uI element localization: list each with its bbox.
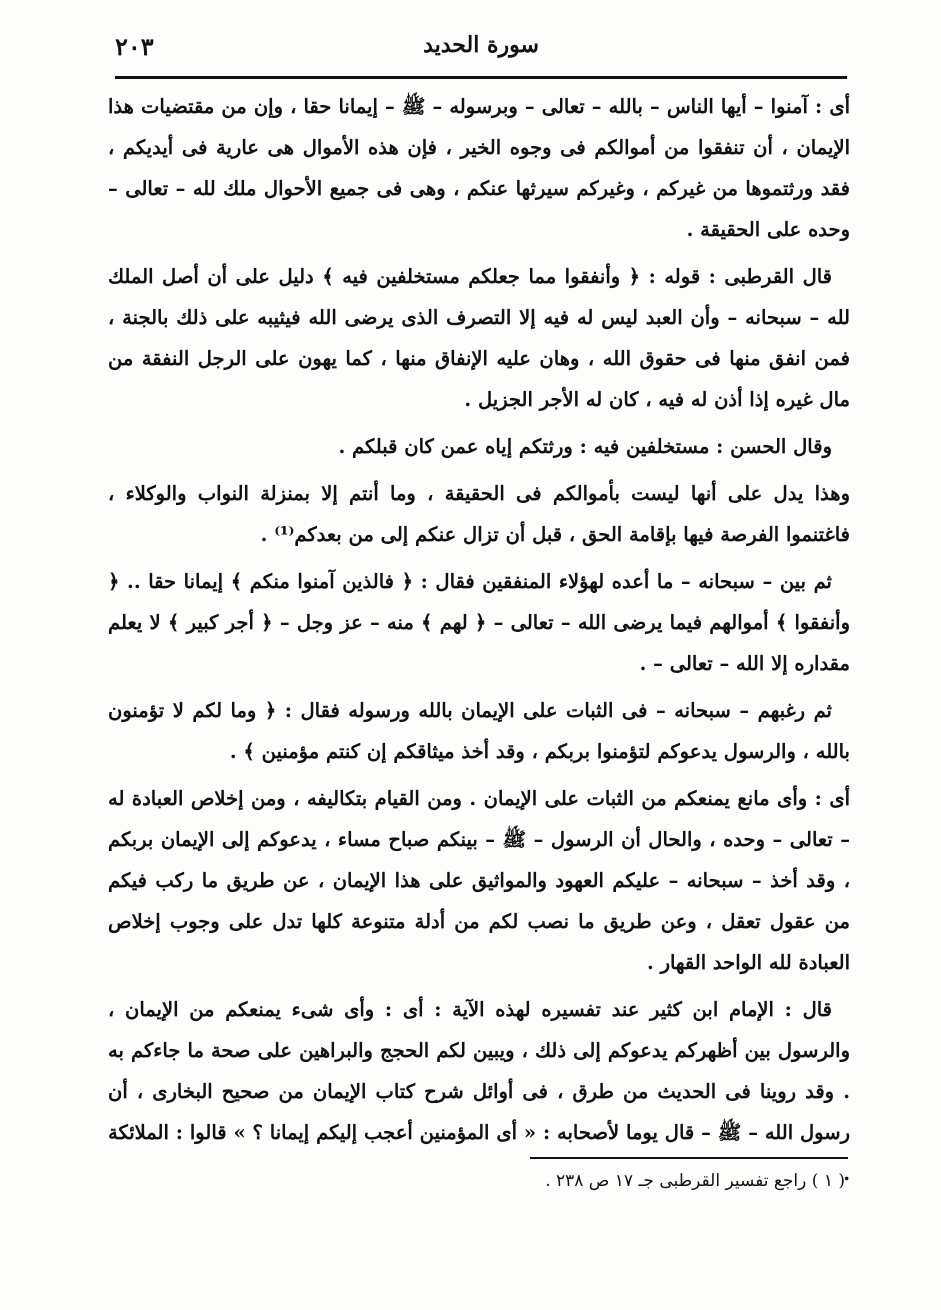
page-header xyxy=(115,28,847,68)
page-number: ٢٠٣ xyxy=(115,32,154,61)
paragraph: أى : وأى مانع يمنعكم من الثبات على الإيمان . ومن القيام بتكاليفه ، ومن إخلاص العبادة له – تعالى – وحده ، والحال أن الرسول – ﷺ – بينكم صباح مساء ، يدعوكم إلى الإيمان بربكم ، وقد أخذ – سبحانه – عليكم العهود والمواثيق على هذا الإيمان ، عن طريق ما ركب فيكم من عقول تعقل ، وعن طريق ما نصب لكم من أدلة متنوعة كلها تدل على وجوب إخلاص العبادة لله الواحد القهار . xyxy=(108,787,850,974)
paragraph: أى : آمنوا – أيها الناس – بالله – تعالى – وبرسوله – ﷺ – إيمانا حقا ، وإن من مقتضيات هذا الإيمان ، أن تنفقوا من أموالكم فى وجوه الخير ، فإن هذه الأموال هى عارية فى أيديكم ، فقد ورثتموها من غيركم ، وغيركم سيرثها عنكم ، وهى فى جميع الأحوال ملك لله – تعالى – وحده على الحقيقة . xyxy=(108,95,850,241)
paragraph: قال : الإمام ابن كثير عند تفسيره لهذه الآية : أى : وأى شىء يمنعكم من الإيمان ، والرسول بين أظهركم يدعوكم إلى ذلك ، ويبين لكم الحجج والبراهين على صحة ما جاءكم به . وقد روينا فى الحديث من طرق ، فى أوائل شرح كتاب الإيمان من صحيح البخارى ، أن رسول الله – ﷺ – قال يوما لأصحابه : « أى المؤمنين أعجب إليكم إيمانا ؟ » قالوا : الملائكة . xyxy=(108,998,850,1185)
paragraph: قال القرطبى : قوله : ﴿ وأنفقوا مما جعلكم مستخلفين فيه ﴾ دليل على أن أصل الملك لله – سبحانه – وأن العبد ليس له فيه إلا التصرف الذى يرضى الله فيثيبه على ذلك بالجنة ، فمن انفق منها فى حقوق الله ، وهان عليه الإنفاق منها ، كما يهون على الرجل النفقة من مال غيره إذا أذن له فيه ، كان له الأجر الجزيل . xyxy=(108,265,850,411)
header-divider xyxy=(115,76,847,79)
paragraph: وقال الحسن : مستخلفين فيه : ورثتكم إياه عمن كان قبلكم . xyxy=(338,435,832,458)
main-text xyxy=(108,86,850,1200)
paragraph: ثم رغبهم – سبحانه – فى الثبات على الإيمان بالله ورسوله فقال : ﴿ وما لكم لا تؤمنون بالله ، والرسول يدعوكم لتؤمنوا بربكم ، وقد أخذ ميثاقكم إن كنتم مؤمنين ﴾ . xyxy=(108,699,850,763)
footnote-divider xyxy=(530,1157,848,1159)
paragraph: ثم بين – سبحانه – ما أعده لهؤلاء المنفقين فقال : ﴿ فالذين آمنوا منكم ﴾ إيمانا حقا .. ﴿ وأنفقوا ﴾ أموالهم فيما يرضى الله – تعالى – ﴿ لهم ﴾ منه – عز وجل – ﴿ أجر كبير ﴾ لا يعلم مقداره إلا الله – تعالى – . xyxy=(108,570,850,675)
paragraph: وهذا يدل على أنها ليست بأموالكم فى الحقيقة ، وما أنتم إلا بمنزلة النواب والوكلاء ، فاغتنموا الفرصة فيها بإقامة الحق ، قبل أن تزال عنكم إلى من بعدكم⁽¹⁾ . xyxy=(108,482,850,546)
surah-title: سورة الحديد xyxy=(423,32,539,58)
footnote: ( ١ ) راجع تفسير القرطبى جـ ١٧ ص ٢٣٨ . xyxy=(545,1171,845,1191)
